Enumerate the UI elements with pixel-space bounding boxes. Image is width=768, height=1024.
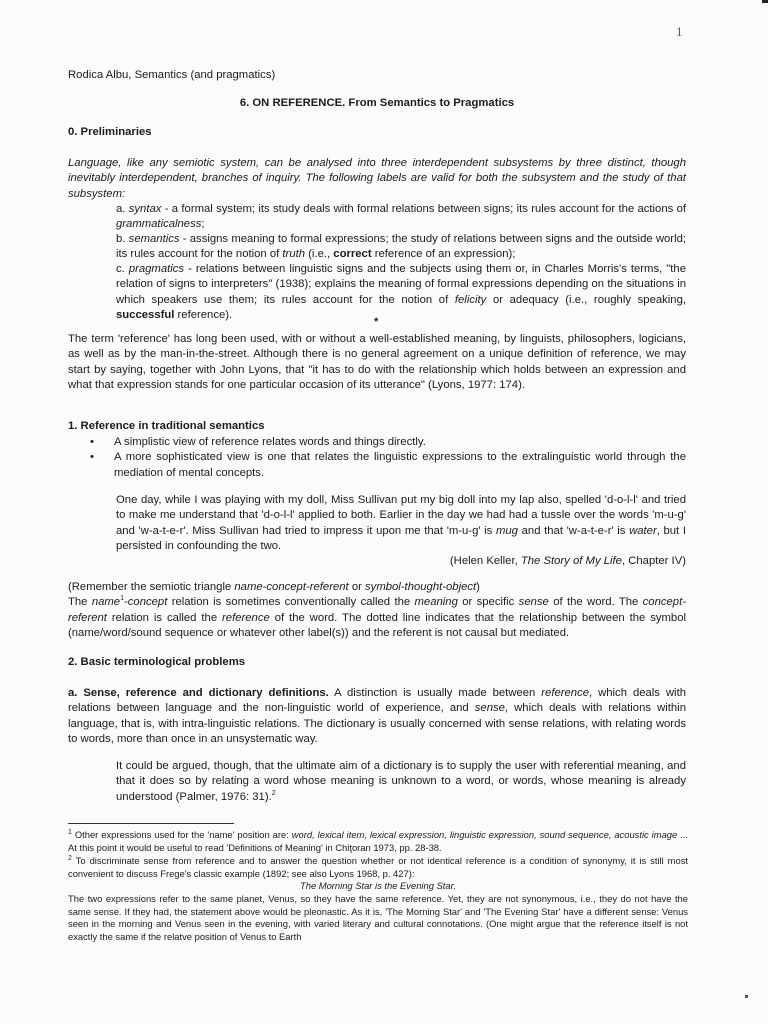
quote-text: One day, while I was playing with my doll, Miss Sullivan put my big doll into my lap also, spelled 'd-o-l-l' and tried to make me understand that 'd-o-l-l' applied to both. Earlier in the day we had had a tussle over the words 'm-u-g' and 'w-a-t-e-r'. Miss Sullivan had tried to impress it upon me that 'm-u-g' is — [116, 494, 686, 537]
book-title: The Story of My Life — [520, 555, 622, 567]
paragraph-text: relation is sometimes conventionally called the — [167, 596, 415, 609]
strong-successful: successful — [116, 309, 175, 322]
paragraph-text: or — [348, 581, 366, 593]
sense-reference-paragraph — [68, 686, 686, 748]
strong-correct: correct — [333, 248, 372, 261]
quote-attribution — [116, 555, 686, 567]
footnote-2 — [68, 855, 688, 880]
footnote-text: Other expressions used for the 'name' position are: — [71, 829, 292, 840]
palmer-quote — [116, 759, 686, 805]
paragraph-text: The — [68, 596, 92, 609]
preliminaries-intro: Language, like any semiotic system, can be analysed into three interdependent subsystems by three distinct, though inevitably interdependent, branches of inquiry. The following labels are valid for both the subsystem and the study of that subsystem: — [68, 157, 686, 200]
paragraph-italic: name-concept-referent — [234, 581, 349, 593]
section-heading-traditional-semantics: 1. Reference in traditional semantics — [68, 420, 265, 432]
section-divider-star: * — [374, 316, 379, 328]
paragraph-text: of the word. The — [548, 596, 643, 609]
term-semantics: semantics — [128, 233, 180, 245]
item-prefix: c. — [116, 263, 129, 275]
paragraph-italic: sense — [518, 596, 549, 609]
item-text: reference). — [174, 309, 233, 322]
paragraph-text: ) — [476, 581, 480, 593]
paragraph-text: , which deals with relations between language and the non-linguistic world of experience, and — [68, 687, 686, 715]
footnote-example: The Morning Star is the Evening Star. — [300, 880, 456, 891]
term-truth: truth — [282, 248, 306, 261]
keller-quote — [116, 493, 686, 555]
footnote-1 — [68, 829, 688, 854]
reference-views-list — [88, 435, 686, 481]
page-title: 6. ON REFERENCE. From Semantics to Pragmatics — [239, 97, 515, 109]
paragraph-text: , which deals with relations within language, that is, with intra-linguistic relations. The dictionary is usually concerned with sense relations, with relating words to words, more than once in an unsystematic way. — [68, 702, 686, 746]
item-prefix: b. — [116, 233, 129, 245]
quote-text: , but I persisted in confounding the two. — [116, 524, 686, 553]
list-item: • A simplistic view of reference relates words and things directly. — [88, 435, 686, 450]
scan-mark — [745, 995, 748, 998]
attribution-text: , Chapter IV) — [621, 555, 686, 567]
footnote-number: 1 — [68, 828, 72, 836]
term-felicity: felicity — [454, 293, 487, 306]
attribution-text: (Helen Keller, — [449, 555, 521, 567]
item-text: ; — [201, 218, 205, 231]
paragraph-italic: symbol-thought-object — [365, 581, 477, 593]
quote-text: and that 'w-a-t-e-r' is — [517, 524, 630, 537]
quote-italic: mug — [495, 524, 518, 537]
paragraph-italic: reference — [222, 611, 270, 624]
footnote-text: To discriminate sense from reference and to answer the question whether or not identical reference is a condition of synonymy, it is still most convenient to discuss Frege's classic example (1892; see also Lyons 1968, p. 427): — [68, 855, 688, 879]
paragraph-italic: meaning — [414, 596, 458, 609]
paragraph-italic: name — [91, 596, 121, 609]
section-heading-preliminaries: 0. Preliminaries — [68, 126, 152, 138]
scan-mark — [762, 0, 768, 3]
item-prefix: a. — [116, 203, 129, 215]
syntax-item — [116, 202, 686, 233]
footnote-text: ... At this point it would be useful to read 'Definitions of Meaning' in Chiţoran 1973, pp. 28-38. — [68, 829, 688, 853]
term-pragmatics: pragmatics — [128, 263, 185, 275]
item-text: - assigns meaning to formal expressions; the study of relations between signs and the outside world; its rules account for the notion of — [116, 233, 687, 261]
document-header: Rodica Albu, Semantics (and pragmatics) — [68, 69, 276, 81]
section-heading-terminology: 2. Basic terminological problems — [68, 656, 246, 668]
item-text: - a formal system; its study deals with formal relations between signs; its rules account for the actions of — [161, 203, 687, 215]
paragraph-italic: concept-referent — [68, 596, 686, 624]
paragraph-text: or specific — [457, 596, 519, 609]
paragraph-text: (Remember the semiotic triangle — [68, 581, 235, 593]
paragraph-text: of the word. The dotted line indicates that the relationship between the symbol (name/word/sound sequence or whatever other label(s)) and the referent is not causal but mediated. — [68, 611, 686, 640]
quote-text: It could be argued, though, that the ultimate aim of a dictionary is to supply the user with referential meaning, and that it does so by relating a word whose meaning is unknown to a word, or words, whose meaning is already understood (Palmer, 1976: 31). — [116, 760, 686, 803]
footnote-italic: word, lexical item, lexical expression, linguistic expression, sound sequence, acoustic image — [291, 829, 678, 840]
semiotic-triangle-paragraph — [68, 580, 686, 642]
list-item: • A more sophisticated view is one that relates the linguistic expressions to the extralinguistic world through the mediation of mental concepts. — [88, 450, 686, 481]
footnote-ref: 1 — [120, 595, 124, 603]
term-syntax: syntax — [128, 203, 162, 215]
paragraph-italic: -concept — [124, 596, 168, 609]
item-text: reference of an expression); — [371, 248, 516, 261]
footnote-ref: 2 — [271, 790, 276, 798]
paragraph-italic: sense — [474, 702, 505, 715]
footnote-2-continued: The two expressions refer to the same planet, Venus, so they have the same reference. Yet, they are not synonymous, i.e., they do not have the same sense. If they had, the statement above would be pleonastic. As it is, 'The Morning Star' and 'The Evening Star' have a different sense: Venus seen in the morning and Venus seen in the evening, with varied literary and cultural connotations. (One might argue that the reference itself is not exactly the same if the relatve position of Venus to Earth — [68, 893, 688, 942]
item-text: - relations between linguistic signs and the subjects using them or, in Charles Morris's terms, "the relation of signs to interpreters" (1938); explains the meaning of formal expressions depending on the situations in which speakers use them; its rules account for the notion of — [116, 263, 686, 306]
pragmatics-item — [116, 262, 686, 324]
subsection-lead: a. Sense, reference and dictionary definitions. — [68, 687, 329, 699]
reference-paragraph: The term 'reference' has long been used, with or without a well-established meaning, by linguists, philosophers, logicians, as well as by the man-in-the-street. Although there is no general agreement on a unique definition of reference, we may start by saying, together with John Lyons, that "it has to do with the relationship which holds between an expression and what that expression stands for one particular occasion of its utterance" (Lyons, 1977: 174). — [68, 333, 686, 392]
semantics-item — [116, 232, 686, 263]
item-text: (i.e., — [305, 248, 334, 261]
paragraph-text: relation is called the — [106, 611, 223, 624]
paragraph-italic: reference — [541, 687, 590, 699]
page-number: 1 — [676, 24, 683, 39]
footnote-rule — [68, 823, 234, 824]
quote-italic: water — [629, 524, 657, 537]
paragraph-text: A distinction is usually made between — [328, 687, 542, 699]
footnote-number: 2 — [68, 854, 72, 862]
item-text: or adequacy (i.e., roughly speaking, — [486, 293, 686, 306]
term-grammaticalness: grammaticalness — [116, 218, 202, 231]
